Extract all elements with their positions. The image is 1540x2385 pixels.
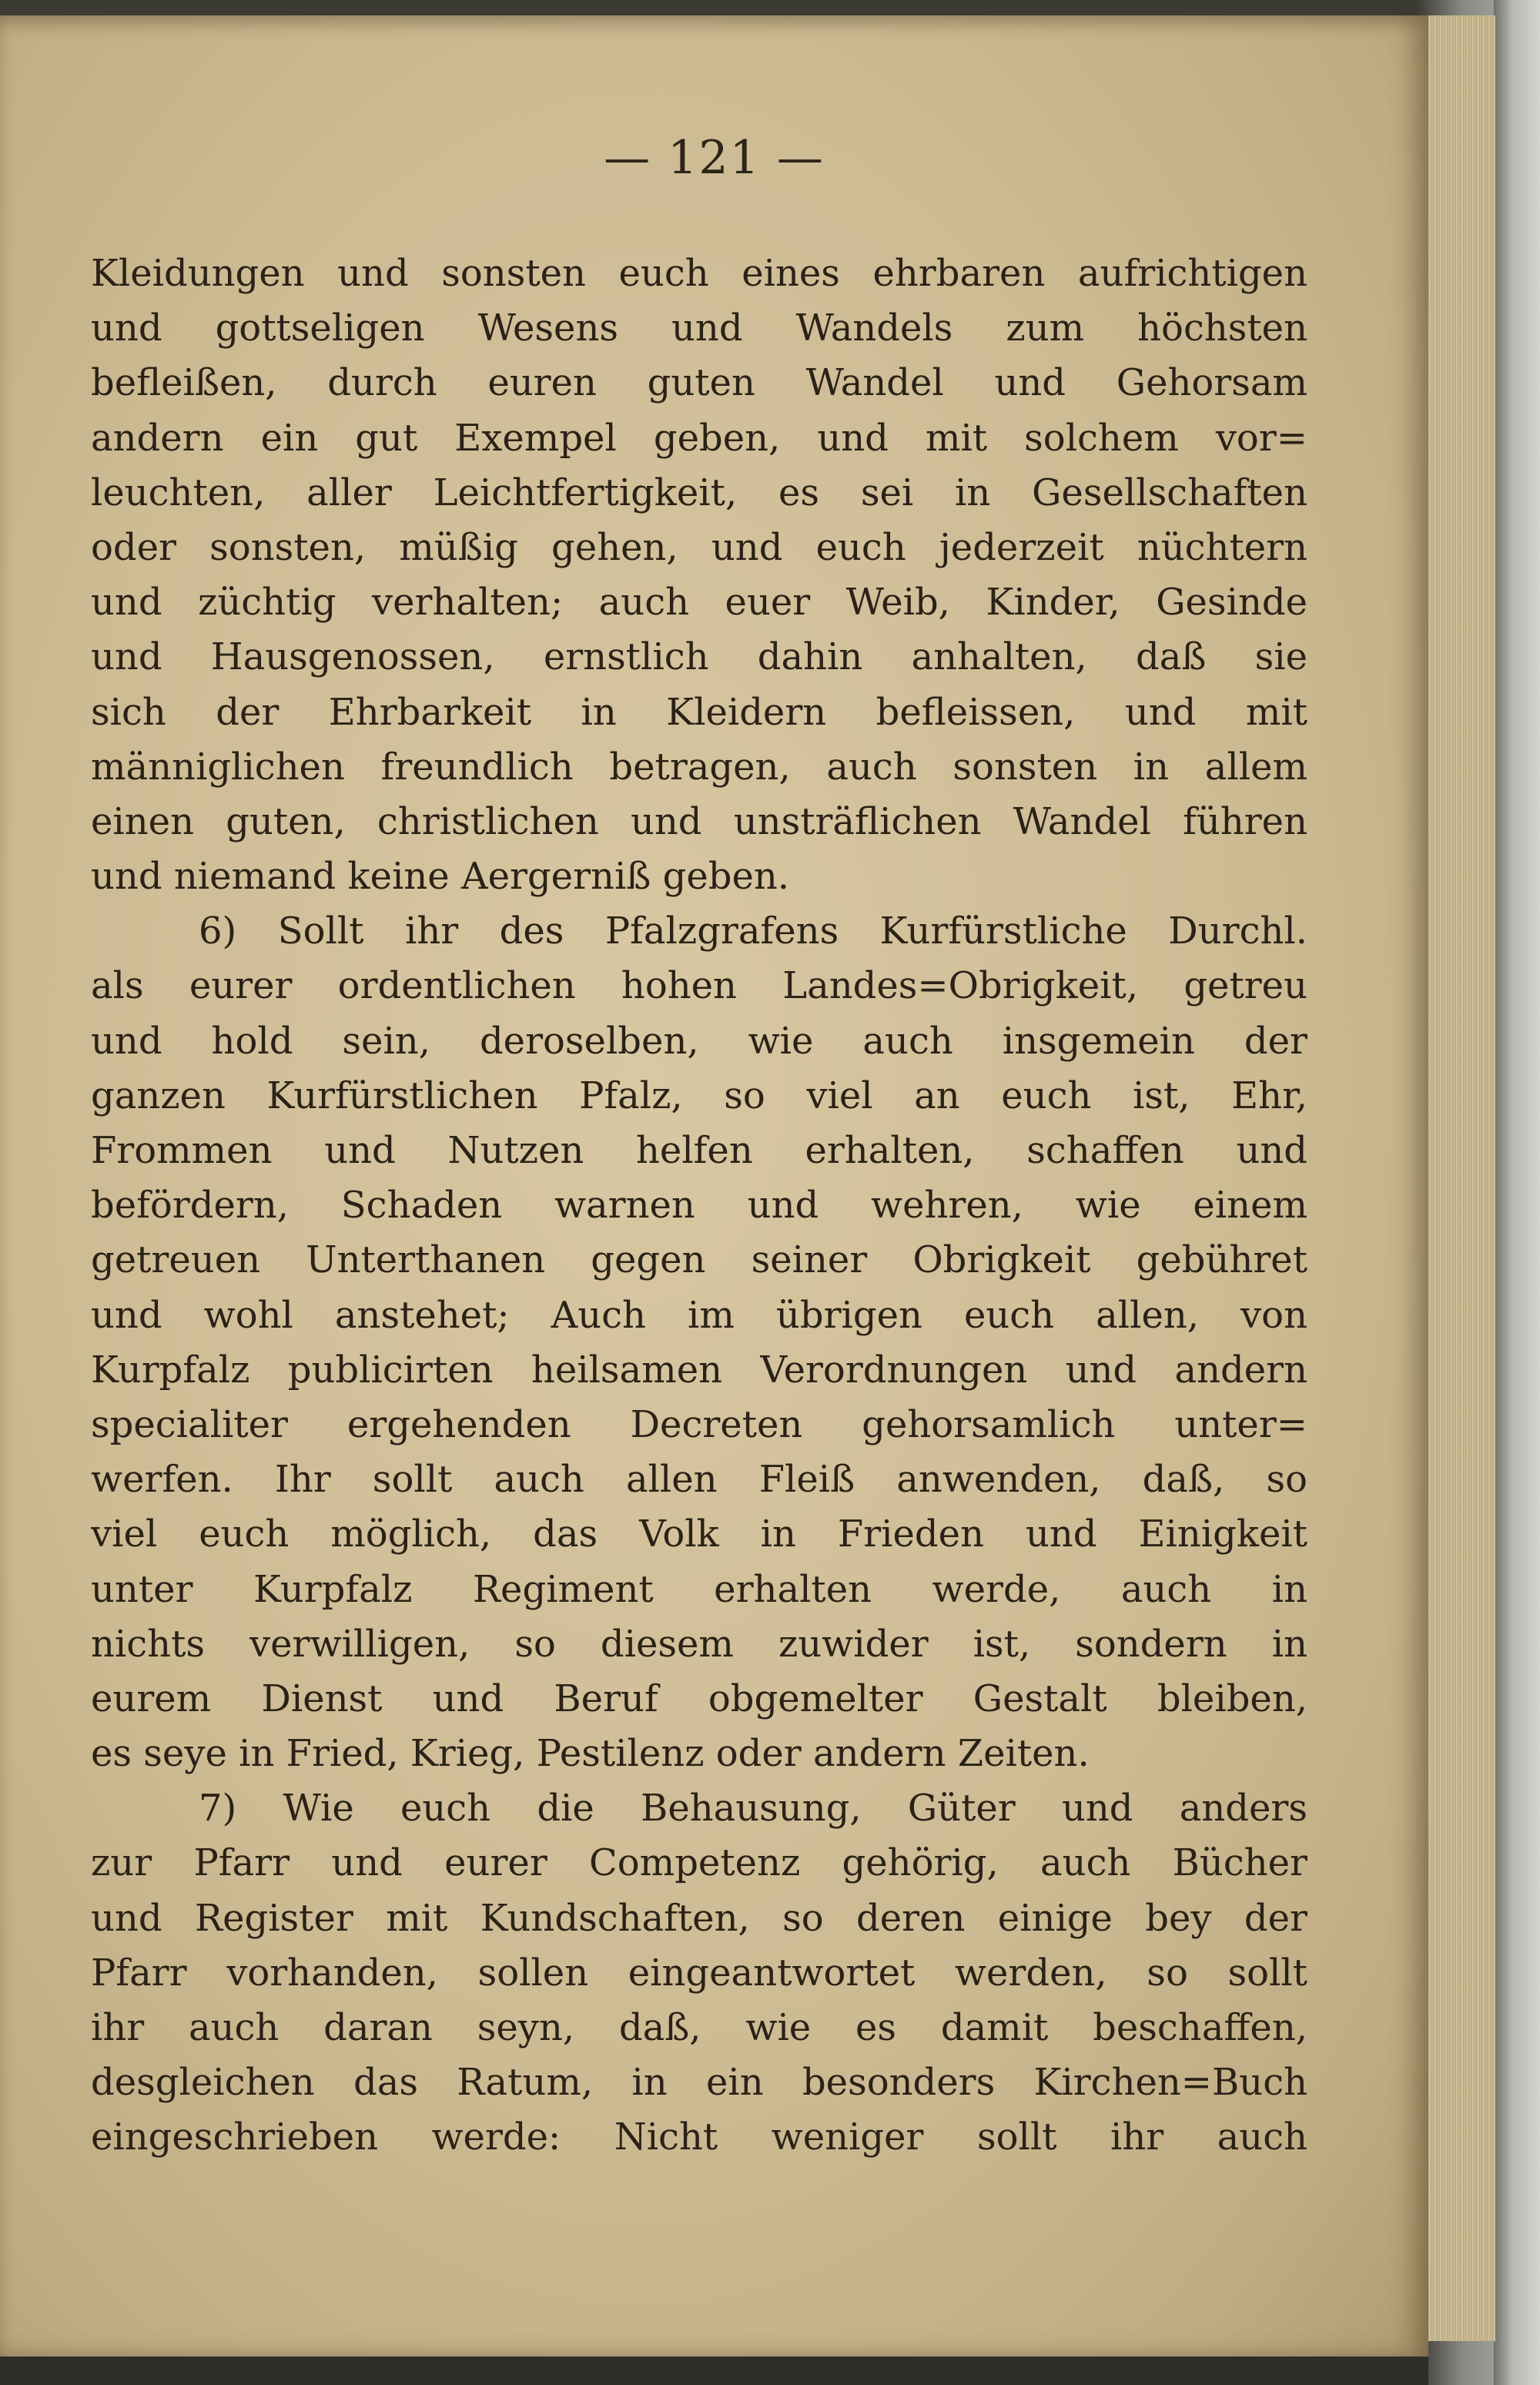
text-line: andern ein gut Exempel geben, und mit solchem vor=	[91, 416, 1307, 460]
text-line: eurem Dienst und Beruf obgemelter Gestalt bleiben,	[91, 1677, 1307, 1720]
text-line: es seye in Fried, Krieg, Pestilenz oder andern Zeiten.	[91, 1732, 1090, 1776]
text-line: und wohl anstehet; Auch im übrigen euch allen, von	[91, 1293, 1307, 1337]
text-line: zur Pfarr und eurer Competenz gehörig, auch Bücher	[91, 1841, 1307, 1885]
text-line: eingeschrieben werde: Nicht weniger sollt ihr auch	[91, 2115, 1307, 2159]
text-line: leuchten, aller Leichtfertigkeit, es sei in Gesellschaften	[91, 471, 1307, 514]
text-line: Pfarr vorhanden, sollen eingeantwortet werden, so sollt	[91, 1951, 1307, 1995]
paragraph-6-start: 6) Sollt ihr des Pfalzgrafens Kurfürstliche Durchl.	[199, 909, 1307, 953]
text-line: desgleichen das Ratum, in ein besonders Kirchen=Buch	[91, 2061, 1307, 2105]
text-line: und Hausgenossen, ernstlich dahin anhalten, daß sie	[91, 635, 1307, 679]
text-line: und Register mit Kundschaften, so deren einige bey der	[91, 1896, 1307, 1940]
text-line: als eurer ordentlichen hohen Landes=Obrigkeit, getreu	[91, 964, 1307, 1008]
book-page	[0, 15, 1428, 2357]
text-line: oder sonsten, müßig gehen, und euch jederzeit nüchtern	[91, 525, 1307, 569]
text-line: specialiter ergehenden Decreten gehorsamlich unter=	[91, 1402, 1307, 1446]
text-line: viel euch möglich, das Volk in Frieden und Einigkeit	[91, 1512, 1307, 1556]
text-line: und niemand keine Aergerniß geben.	[91, 855, 790, 899]
text-line: nichts verwilligen, so diesem zuwider ist, sondern in	[91, 1622, 1307, 1666]
text-line: und hold sein, deroselben, wie auch insgemein der	[91, 1019, 1307, 1063]
text-line: sich der Ehrbarkeit in Kleidern befleissen, und mit	[91, 690, 1307, 734]
text-line: unter Kurpfalz Regiment erhalten werde, auch in	[91, 1567, 1307, 1611]
text-line: Kleidungen und sonsten euch eines ehrbaren aufrichtigen	[91, 252, 1307, 295]
page-number: — 121 —	[604, 131, 825, 185]
text-line: getreuen Unterthanen gegen seiner Obrigkeit gebühret	[91, 1238, 1307, 1282]
text-line: Frommen und Nutzen helfen erhalten, schaffen und	[91, 1129, 1307, 1172]
text-line: ganzen Kurfürstlichen Pfalz, so viel an euch ist, Ehr,	[91, 1074, 1307, 1117]
text-line: ihr auch daran seyn, daß, wie es damit beschaffen,	[91, 2006, 1307, 2049]
text-line: und gottseligen Wesens und Wandels zum höchsten	[91, 306, 1307, 350]
paragraph-7-start: 7) Wie euch die Behausung, Güter und anders	[199, 1787, 1307, 1831]
scanner-background	[1494, 0, 1540, 2385]
bottom-edge	[0, 2357, 1428, 2385]
page-text	[91, 246, 1307, 2166]
page-edges	[1424, 15, 1495, 2341]
text-line: befleißen, durch euren guten Wandel und Gehorsam	[91, 361, 1307, 405]
text-line: einen guten, christlichen und unsträflichen Wandel führen	[91, 799, 1307, 843]
text-line: werfen. Ihr sollt auch allen Fleiß anwenden, daß, so	[91, 1458, 1307, 1502]
text-line: und züchtig verhalten; auch euer Weib, Kinder, Gesinde	[91, 581, 1307, 625]
text-line: Kurpfalz publicirten heilsamen Verordnungen und andern	[91, 1348, 1307, 1392]
text-line: männiglichen freundlich betragen, auch sonsten in allem	[91, 745, 1307, 789]
text-line: befördern, Schaden warnen und wehren, wie einem	[91, 1184, 1307, 1228]
